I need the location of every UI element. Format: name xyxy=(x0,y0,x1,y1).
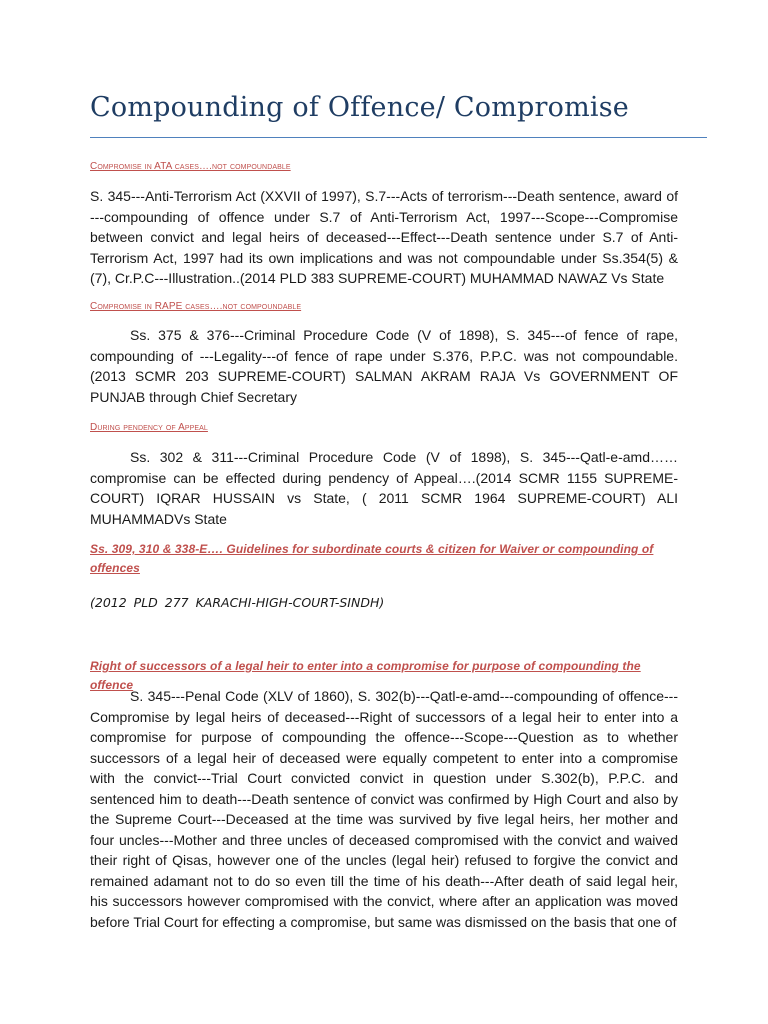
section-heading-successors: Right of successors of a legal heir to enter into a compromise for purpose of compounding the offence xyxy=(90,659,641,692)
title-underline xyxy=(90,137,707,138)
section-body-appeal: Ss. 302 & 311---Criminal Procedure Code (V of 1898), S. 345---Qatl-e-amd…… compromise can be effected during pendency of Appeal….(2014 SCMR 1155 SUPREME-COURT) IQRAR HUSSAIN vs State, ( 2011 SCMR 1964 SUPREME-COURT) ALI MUHAMMADVs State xyxy=(90,449,678,527)
section-body-ata: S. 345---Anti-Terrorism Act (XXVII of 1997), S.7---Acts of terrorism---Death sentence, award of ---compounding of offence under S.7 of Anti-Terrorism Act, 1997---Scope---Compromise between convict and legal heirs of deceased---Effect---Death sentence under S.7 of Anti-Terrorism Act, 1997 had its own implications and was not compoundable under Ss.354(5) & (7), Cr.P.C---Illustration..(2014 PLD 383 SUPREME-COURT) MUHAMMAD NAWAZ Vs State xyxy=(90,188,678,286)
document-title: Compounding of Offence/ Compromise xyxy=(90,92,629,123)
section-heading-appeal: During pendency of Appeal xyxy=(90,422,208,433)
section-heading-rape: Compromise in RAPE cases….not compoundable xyxy=(90,301,302,312)
section-citation-guidelines: (2012 PLD 277 KARACHI-HIGH-COURT-SINDH) xyxy=(90,595,385,610)
section-body-successors: S. 345---Penal Code (XLV of 1860), S. 302(b)---Qatl-e-amd---compounding of offence---Compromise by legal heirs of deceased---Right of successors of a legal heir to enter into a compromise for purpose of compounding the offence---Scope---Question as to whether successors of a legal heir of deceased were equally competent to enter into a compromise with the convict---Trial Court convicted convict in question under S.302(b), P.P.C. and sentenced him to death---Death sentence of convict was confirmed by High Court and also by the Supreme Court---Deceased at the time was survived by five legal heirs, her mother and four uncles---Mother and three uncles of deceased compromised with the convict and waived their right of Qisas, however one of the uncles (legal heir) refused to forgive the convict and remained adamant not to do so even till the time of his death---After death of said legal heir, his successors however compromised with the convict, where after an application was moved before Trial Court for effecting a compromise, but same was dismissed on the basis that one of xyxy=(90,688,678,930)
section-heading-guidelines: Ss. 309, 310 & 338-E…. Guidelines for subordinate courts & citizen for Waiver or compounding of offences xyxy=(90,542,654,575)
section-body-rape: Ss. 375 & 376---Criminal Procedure Code (V of 1898), S. 345---of fence of rape, compounding of ---Legality---of fence of rape under S.376, P.P.C. was not compoundable.(2013 SCMR 203 SUPREME-COURT) SALMAN AKRAM RAJA Vs GOVERNMENT OF PUNJAB through Chief Secretary xyxy=(90,327,678,405)
section-heading-ata: Compromise in ATA cases….not compoundable xyxy=(90,161,291,172)
